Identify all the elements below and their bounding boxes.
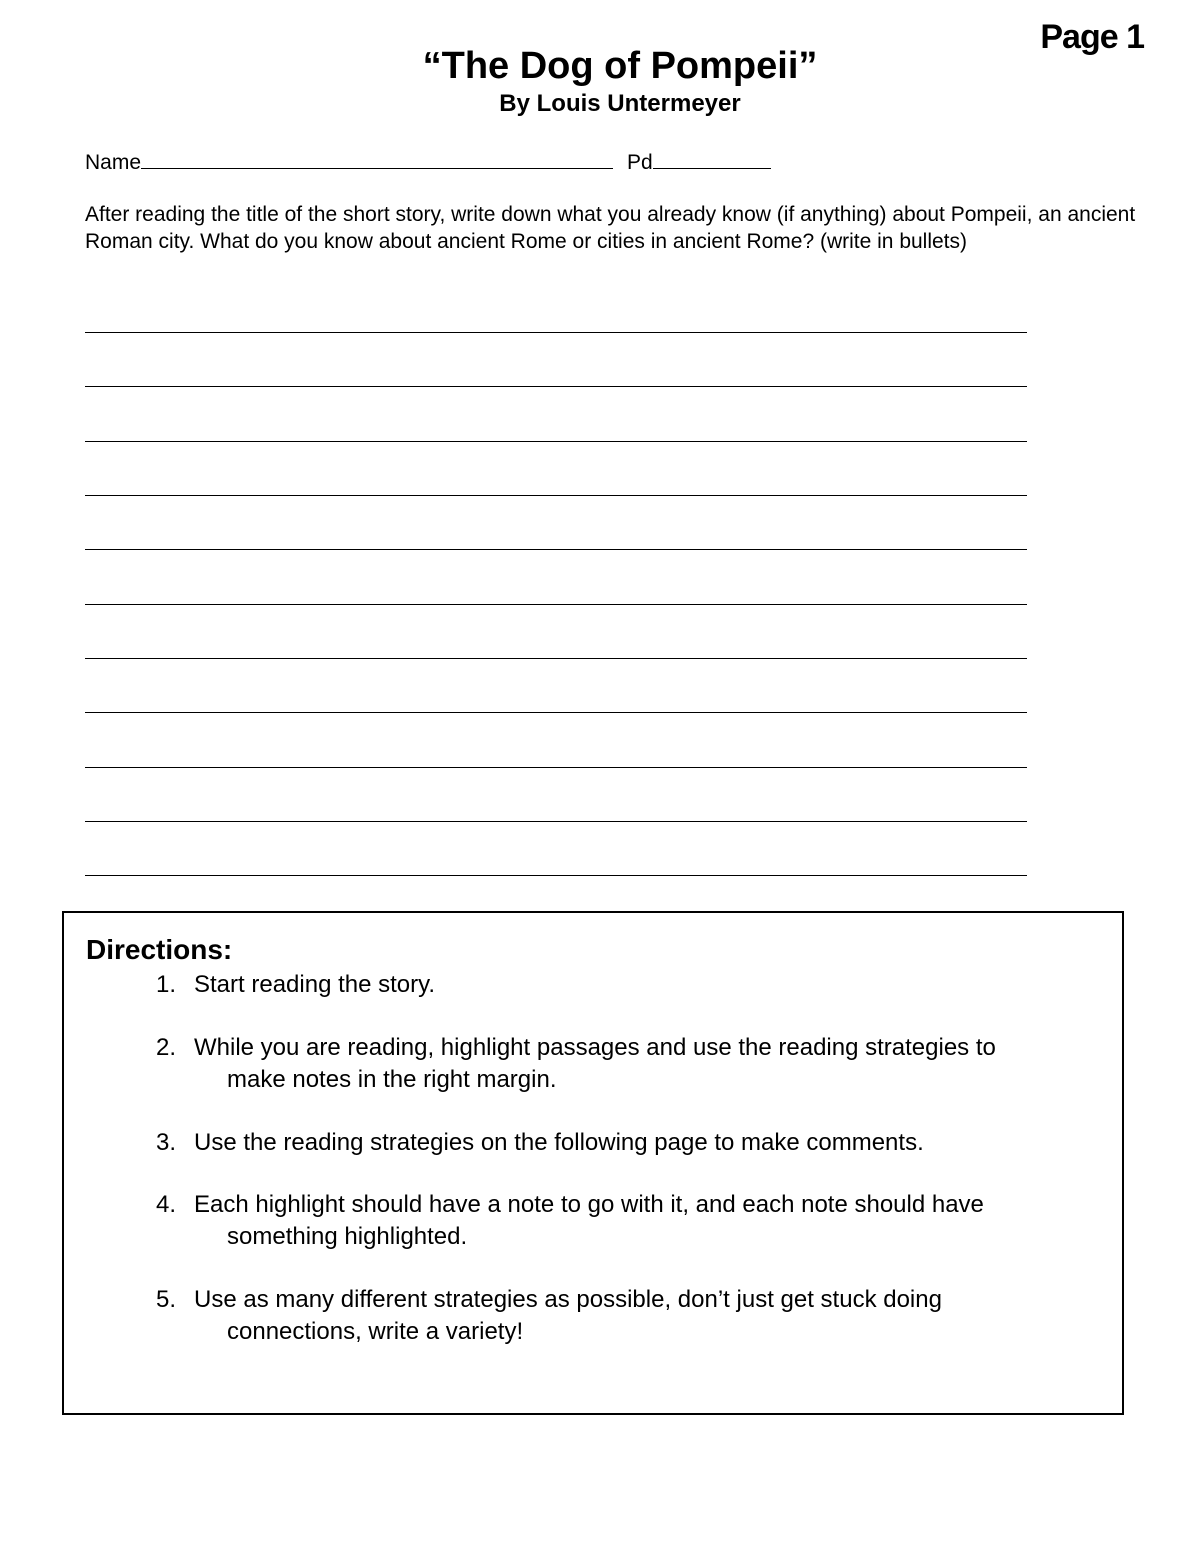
period-label: Pd — [627, 151, 653, 174]
writing-line[interactable] — [85, 767, 1027, 768]
writing-line[interactable] — [85, 712, 1027, 713]
direction-number: 4. — [156, 1191, 177, 1218]
writing-line[interactable] — [85, 495, 1027, 496]
writing-line[interactable] — [85, 332, 1027, 333]
direction-number: 3. — [156, 1129, 177, 1156]
direction-text: Start reading the story. — [194, 971, 436, 998]
story-author: By Louis Untermeyer — [499, 90, 741, 117]
direction-text: While you are reading, highlight passages and use the reading strategies to — [194, 1034, 996, 1061]
direction-text: Use the reading strategies on the following page to make comments. — [194, 1129, 924, 1156]
direction-number: 1. — [156, 971, 177, 998]
direction-item — [156, 1284, 1116, 1348]
writing-line[interactable] — [85, 658, 1027, 659]
writing-line[interactable] — [85, 549, 1027, 550]
writing-line[interactable] — [85, 604, 1027, 605]
name-label: Name — [85, 151, 142, 174]
name-blank[interactable] — [141, 146, 613, 169]
period-blank[interactable] — [653, 146, 771, 169]
direction-text: Use as many different strategies as possible, don’t just get stuck doing — [194, 1286, 942, 1313]
writing-line[interactable] — [85, 875, 1027, 876]
direction-number: 5. — [156, 1286, 177, 1313]
directions-title: Directions: — [86, 934, 233, 965]
direction-item — [156, 1189, 1116, 1253]
direction-text-continued: something highlighted. — [227, 1223, 468, 1250]
writing-line[interactable] — [85, 386, 1027, 387]
writing-line[interactable] — [85, 821, 1027, 822]
story-title: “The Dog of Pompeii” — [422, 45, 818, 87]
direction-text-continued: make notes in the right margin. — [227, 1066, 557, 1093]
name-period-row — [85, 146, 771, 177]
direction-text-continued: connections, write a variety! — [227, 1318, 524, 1345]
direction-item — [156, 1032, 1116, 1096]
prior-knowledge-prompt: After reading the title of the short story, write down what you already know (if anything) about Pompeii, an ancient Roman city. What do you know about ancient Rome or cities in ancient Rome? (write in bullets) — [85, 203, 1136, 253]
directions-box — [62, 911, 1124, 1415]
writing-line[interactable] — [85, 441, 1027, 442]
direction-item — [156, 969, 1116, 1001]
direction-number: 2. — [156, 1034, 177, 1061]
direction-text: Each highlight should have a note to go with it, and each note should have — [194, 1191, 984, 1218]
direction-item — [156, 1127, 1116, 1159]
page-number-label: Page 1 — [1040, 18, 1144, 56]
